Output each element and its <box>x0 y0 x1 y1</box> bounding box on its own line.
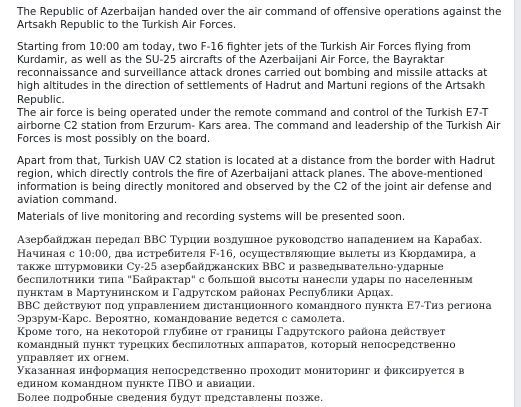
english-paragraph-3: Apart from that, Turkish UAV C2 station is located at a distance from the border with Hadrut region, which directly controls the fire of Azerbaijani attack planes. The above-mentioned information is being directly monitored and observed by the C2 of the joint air defense and aviation command. <box>17 154 495 207</box>
russian-line-5: Указанная информация непосредственно проходит мониторинг и фиксируется в едином командном пункте ПВО и авиации. <box>17 365 465 391</box>
page-gutter <box>515 0 521 407</box>
russian-line-1: Азербайджан передал ВВС Турции воздушное руководство нападением на Карабах. <box>17 234 483 247</box>
russian-line-2: Начиная с 10:00, два истребителя F-16, осуществляющие вылеты из Кюрдамира, а также штурмовики Су-25 азербайджанских ВВС и разведывательно-ударные беспилотники типа "Байрактар" с большой высоты нанесли удары по населенным пунктам в Мартунинском и Гадрутском районах Республики Арцах. <box>17 247 477 299</box>
russian-line-4: Кроме того, на некоторой глубине от границы Гадрутского района действует командный пункт турецких беспилотных аппаратов, который непосредственно управляет их огнем. <box>17 326 456 365</box>
english-paragraph-1: The Republic of Azerbaijan handed over the air command of offensive operations against the Artsakh Republic to the Turkish Air Forces. <box>17 6 502 32</box>
english-paragraph-2: Starting from 10:00 am today, two F-16 fighter jets of the Turkish Air Forces flying from Kurdamir, as well as the SU-25 aircrafts of the Azerbaijani Air Force, the Bayraktar reconnaissance and surveillance attack drones carried out bombing and missile attacks at high altitudes in the direction of settlements of Hadrut and Martuni regions of the Artsakh Republic. The air force is being operated under the remote command and control of the Turkish E7-T airborne C2 station from Erzurum- Kars area. The command and leadership of the Turkish Air Forces is most possibly on the board. <box>17 41 501 145</box>
russian-text-block <box>17 234 507 404</box>
russian-line-3: ВВС действуют под управлением дистанционного командного пункта Е7-Тиз региона Эрзрум-Карс. Вероятно, командование ведется с самолета. <box>17 299 492 325</box>
english-paragraph-4: Materials of live monitoring and recording systems will be presented soon. <box>17 211 406 224</box>
russian-line-6: Более подробные сведения будут представлены позже. <box>17 391 324 404</box>
